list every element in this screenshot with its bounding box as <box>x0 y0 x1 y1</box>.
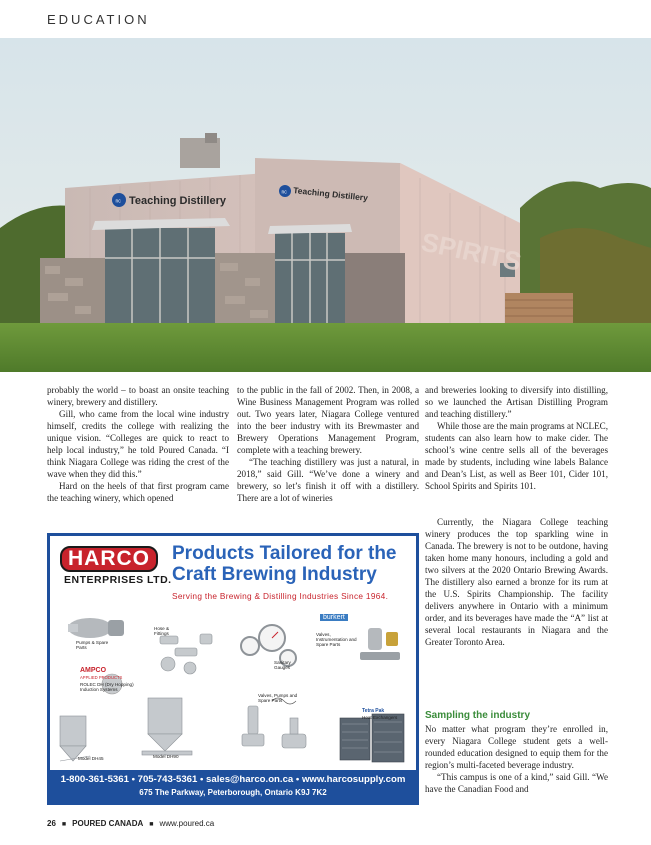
hose-fittings-image <box>160 634 212 674</box>
ad-tagline: Serving the Brewing & Distilling Industries Since 1964. <box>172 591 389 601</box>
building-sign-left: Teaching Distillery <box>129 195 226 207</box>
label-heat-exchangers: Heat Exchangers <box>362 715 398 720</box>
paragraph: Hard on the heels of that first program came the teaching winery, which opened <box>47 481 229 504</box>
paragraph: and breweries looking to diversify into distilling, so we launched the Artisan Distilling Program and teaching distillery.” <box>425 385 608 420</box>
dry-hopping-tank-image <box>60 698 192 761</box>
paragraph: probably the world – to boast an onsite teaching winery, brewery and distillery. <box>47 385 229 408</box>
harco-logo: HARCO <box>60 546 158 572</box>
article-column-1 <box>47 384 229 504</box>
building-sign-right: Teaching Distillery <box>292 185 369 203</box>
label-model-dh90: Model DH90 <box>153 754 179 759</box>
burkert-logo: burkert <box>320 614 348 621</box>
paragraph: to the public in the fall of 2002. Then, in 2008, a Wine Business Management Program was rolled out. Two years later, Niagara College ventured into the beer industry with its Brewmaster and Brewery Operations Management Program, complete with a teaching brewery. <box>237 385 419 456</box>
page-number: 26 <box>47 819 56 828</box>
publication-name: POURED CANADA <box>72 819 144 828</box>
valves-image <box>360 628 400 660</box>
wall-text: SPIRITS <box>418 226 524 277</box>
paragraph: “This campus is one of a kind,” said Gill. “We have the Canadian Food and <box>425 772 608 795</box>
paragraph: “The teaching distillery was just a natural, in 2018,” said Gill. “We’ve done a winery and brewery, so let’s finish it off with a distillery. There are a lot of wineries <box>237 457 419 504</box>
ad-address: 675 The Parkway, Peterborough, Ontario K9J 7K2 <box>139 788 327 797</box>
article-column-3-top <box>425 384 608 492</box>
distillery-building-photo <box>0 38 651 372</box>
publication-url[interactable]: www.poured.ca <box>159 819 215 828</box>
label-gauges: Sanitary Gauges <box>274 660 291 670</box>
separator: ■ <box>149 821 154 828</box>
paragraph: Gill, who came from the local wine industry himself, credits the college with realizing the unique vision. “Colleges are quick to react to help local industry,” he told Poured Canada. “I think Niagara College was riding the crest of the wave when they did this.” <box>47 409 229 480</box>
logo-text-left: nc <box>115 198 121 205</box>
label-model-dh45: Model DH45 <box>78 756 104 761</box>
ampco-logo: AMPCO <box>80 667 107 674</box>
article-column-3-bottom <box>425 710 608 795</box>
ad-content <box>50 536 416 770</box>
tetra-pak-logo: Tetra Pak <box>362 708 385 714</box>
ad-contact-info[interactable] <box>50 773 416 799</box>
ad-headline-line-2: Craft Brewing Industry <box>172 564 377 585</box>
ad-headline <box>172 543 397 585</box>
subheading: Sampling the industry <box>425 710 531 721</box>
article-photo <box>0 38 651 372</box>
ampco-subtitle: APPLIED PRODUCTS <box>80 675 123 680</box>
paragraph: While those are the main programs at NCLEC, students can also learn how to make cider. The school’s wine centre sells all of the beverages made by students, including wine labels Balance and Dean’s List, as well as Beer 101, Cider 101, School Spirits and Spirits 101. <box>425 421 608 492</box>
pump-image <box>68 618 124 638</box>
label-pumps: Pumps & Spare Parts <box>76 640 109 650</box>
harco-logo-subtitle: ENTERPRISES LTD. <box>64 574 172 586</box>
label-valves-instrumentation: Valves, Instrumentation and Spare Parts <box>316 632 357 647</box>
article-column-3-middle <box>425 516 608 649</box>
heat-exchanger-image <box>340 714 404 762</box>
ad-phone-email-web[interactable]: 1-800-361-5361 • 705-743-5361 • sales@harco.on.ca • www.harcosupply.com <box>60 774 406 785</box>
valves-pumps-image <box>242 698 306 748</box>
label-valves-pumps: Valves, Pumps and Spare Parts <box>258 693 298 703</box>
separator: ■ <box>61 821 67 828</box>
page-footer <box>47 819 214 828</box>
ad-headline-line-1: Products Tailored for the <box>172 543 397 564</box>
label-rolec: ROLEC DH (Dry Hopping) Induction Systems <box>80 682 134 692</box>
harco-advertisement[interactable] <box>47 533 419 805</box>
paragraph: Currently, the Niagara College teaching winery produces the top sparkling wine in Canada. The brewery is not to be outdone, having taken home many honours, including a gold and two silvers at the 2020 Ontario Brewing Awards. The distillery also earned a bronze for its rum at the U.S. Spirits Championship. The facility delivers anywhere in Ontario with a minimum order, and its beverages have made the “A” list at several local restaurants in Niagara and the Greater Toronto Area. <box>425 517 608 648</box>
label-hose: Hose & Fittings <box>154 626 170 636</box>
paragraph: No matter what program they’re enrolled in, every Niagara College student gets a well-rounded education designed to equip them for the region’s multi-faceted beverage industry. <box>425 724 608 771</box>
article-column-2 <box>237 384 419 504</box>
section-label: EDUCATION <box>47 12 150 27</box>
logo-text-right: nc <box>281 189 287 196</box>
